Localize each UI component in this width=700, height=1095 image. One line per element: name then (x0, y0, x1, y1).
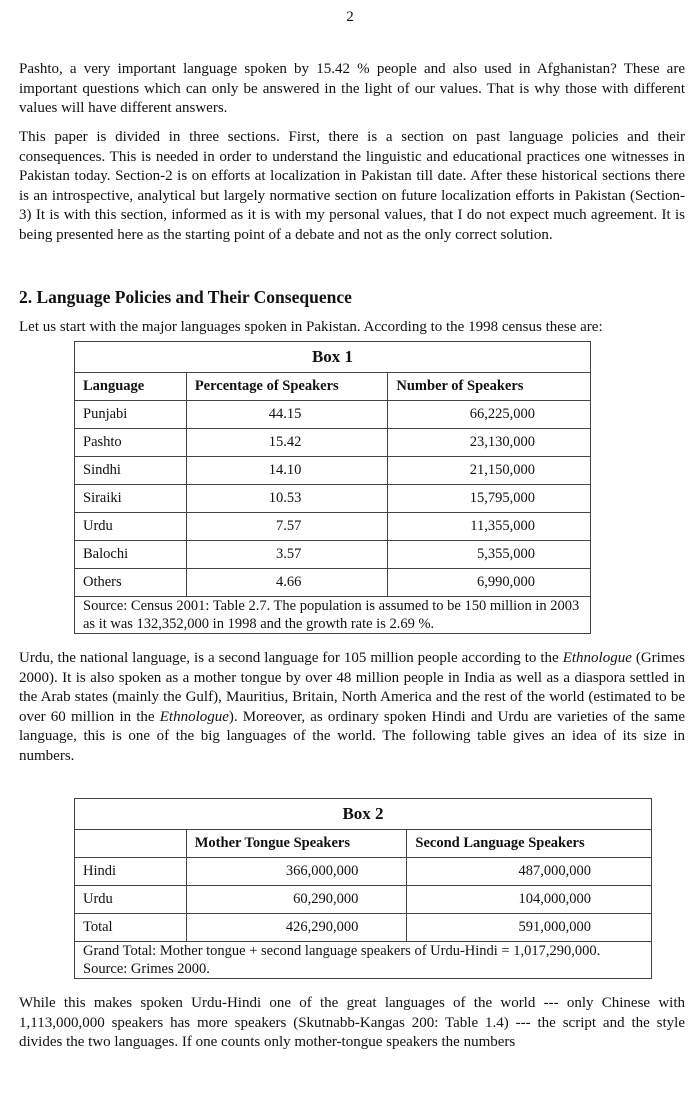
percentage-cell: 44.15 (186, 401, 388, 429)
box1-header-language: Language (75, 373, 187, 401)
mother-tongue-cell: 60,290,000 (186, 886, 407, 914)
section-heading: 2. Language Policies and Their Consequence (19, 287, 352, 307)
box2-header-mother-tongue: Mother Tongue Speakers (186, 830, 407, 858)
box1-header-number: Number of Speakers (388, 373, 591, 401)
language-cell: Punjabi (75, 401, 187, 429)
paragraph-intro-continuation: Pashto, a very important language spoken by 15.42 % people and also used in Afghanistan? These are important questions which can only be answered in the light of our values. That is why those with different values will have different answers. (19, 61, 685, 117)
percentage-cell: 4.66 (186, 569, 388, 597)
table-row (75, 429, 591, 457)
table-row (75, 886, 652, 914)
percentage-cell: 10.53 (186, 485, 388, 513)
speakers-cell: 21,150,000 (388, 457, 591, 485)
box1-source-note: Source: Census 2001: Table 2.7. The population is assumed to be 150 million in 2003 as it was 132,352,000 in 1998 and the growth rate is 2.69 %. (75, 597, 591, 634)
speakers-cell: 15,795,000 (388, 485, 591, 513)
speakers-cell: 23,130,000 (388, 429, 591, 457)
box2-header-second-language: Second Language Speakers (407, 830, 652, 858)
percentage-cell: 15.42 (186, 429, 388, 457)
box1-header-row (75, 373, 591, 401)
mother-tongue-cell: 366,000,000 (186, 858, 407, 886)
table-row (75, 485, 591, 513)
box2-header-blank (75, 830, 187, 858)
speakers-cell: 5,355,000 (388, 541, 591, 569)
language-cell: Sindhi (75, 457, 187, 485)
speakers-cell: 11,355,000 (388, 513, 591, 541)
box2-title: Box 2 (75, 799, 652, 830)
language-cell: Others (75, 569, 187, 597)
table-row (75, 401, 591, 429)
language-cell: Pashto (75, 429, 187, 457)
percentage-cell: 3.57 (186, 541, 388, 569)
box1-header-percentage: Percentage of Speakers (186, 373, 388, 401)
paragraph-urdu-hindi-comparison: While this makes spoken Urdu-Hindi one of the great languages of the world --- only Chinese with 1,113,000,000 speakers has more speakers (Skutnabb-Kangas 200: Table 1.4) --- the script and the style divides the two languages. If one counts only mother-tongue speakers the numbers (19, 995, 685, 1051)
speakers-cell: 6,990,000 (388, 569, 591, 597)
grand-total-line: Grand Total: Mother tongue + second language speakers of Urdu-Hindi = 1,017,290,000. (83, 943, 601, 959)
paragraph-paper-outline: This paper is divided in three sections. First, there is a section on past language policies and their consequences. This is needed in order to understand the linguistic and educational practices one witnesses in Pakistan today. Section-2 is on efforts at localization in Pakistan till date. After these historical sections there is an introspective, analytical but largely normative section on future localization efforts in Pakistan (Section-3) It is with this section, informed as it is with my personal values, that I do not expect much agreement. It is being presented here as the starting point of a debate and not as the only correct solution. (19, 129, 685, 243)
second-language-cell: 591,000,000 (407, 914, 652, 942)
paragraph-census-intro: Let us start with the major languages spoken in Pakistan. According to the 1998 census these are: (19, 319, 603, 335)
box2-table (74, 798, 652, 979)
language-cell: Urdu (75, 513, 187, 541)
second-language-cell: 487,000,000 (407, 858, 652, 886)
percentage-cell: 14.10 (186, 457, 388, 485)
language-cell: Urdu (75, 886, 187, 914)
table-row (75, 541, 591, 569)
box1-table (74, 341, 591, 634)
language-cell: Hindi (75, 858, 187, 886)
box2-header-row (75, 830, 652, 858)
speakers-cell: 66,225,000 (388, 401, 591, 429)
box2-source-line: Source: Grimes 2000. (83, 961, 210, 977)
mother-tongue-cell: 426,290,000 (186, 914, 407, 942)
table-row (75, 569, 591, 597)
ethnologue-title: Ethnologue (562, 650, 632, 666)
percentage-cell: 7.57 (186, 513, 388, 541)
page-number: 2 (346, 9, 354, 25)
language-cell: Total (75, 914, 187, 942)
ethnologue-title: Ethnologue (159, 708, 229, 725)
table-row (75, 914, 652, 942)
language-cell: Balochi (75, 541, 187, 569)
table-row (75, 858, 652, 886)
box1-title: Box 1 (75, 342, 591, 373)
paragraph-urdu-second-language: Urdu, the national language, is a second language for 105 million people according to the Ethnologue (Grimes 2000). It is also spoken as a mother tongue by over 48 million people in India as well as a diaspora settled in the Arab states (mainly the Gulf), Mauritius, Britain, North America and the rest of the world (estimated to be over 60 million in the Ethnologue). Moreover, as ordinary spoken Hindi and Urdu are varieties of the same language, this is one of the big languages of the world. The following table gives an idea of its size in numbers. (19, 650, 685, 764)
box2-grand-total-note (75, 942, 652, 979)
table-row (75, 457, 591, 485)
language-cell: Siraiki (75, 485, 187, 513)
table-row (75, 513, 591, 541)
second-language-cell: 104,000,000 (407, 886, 652, 914)
